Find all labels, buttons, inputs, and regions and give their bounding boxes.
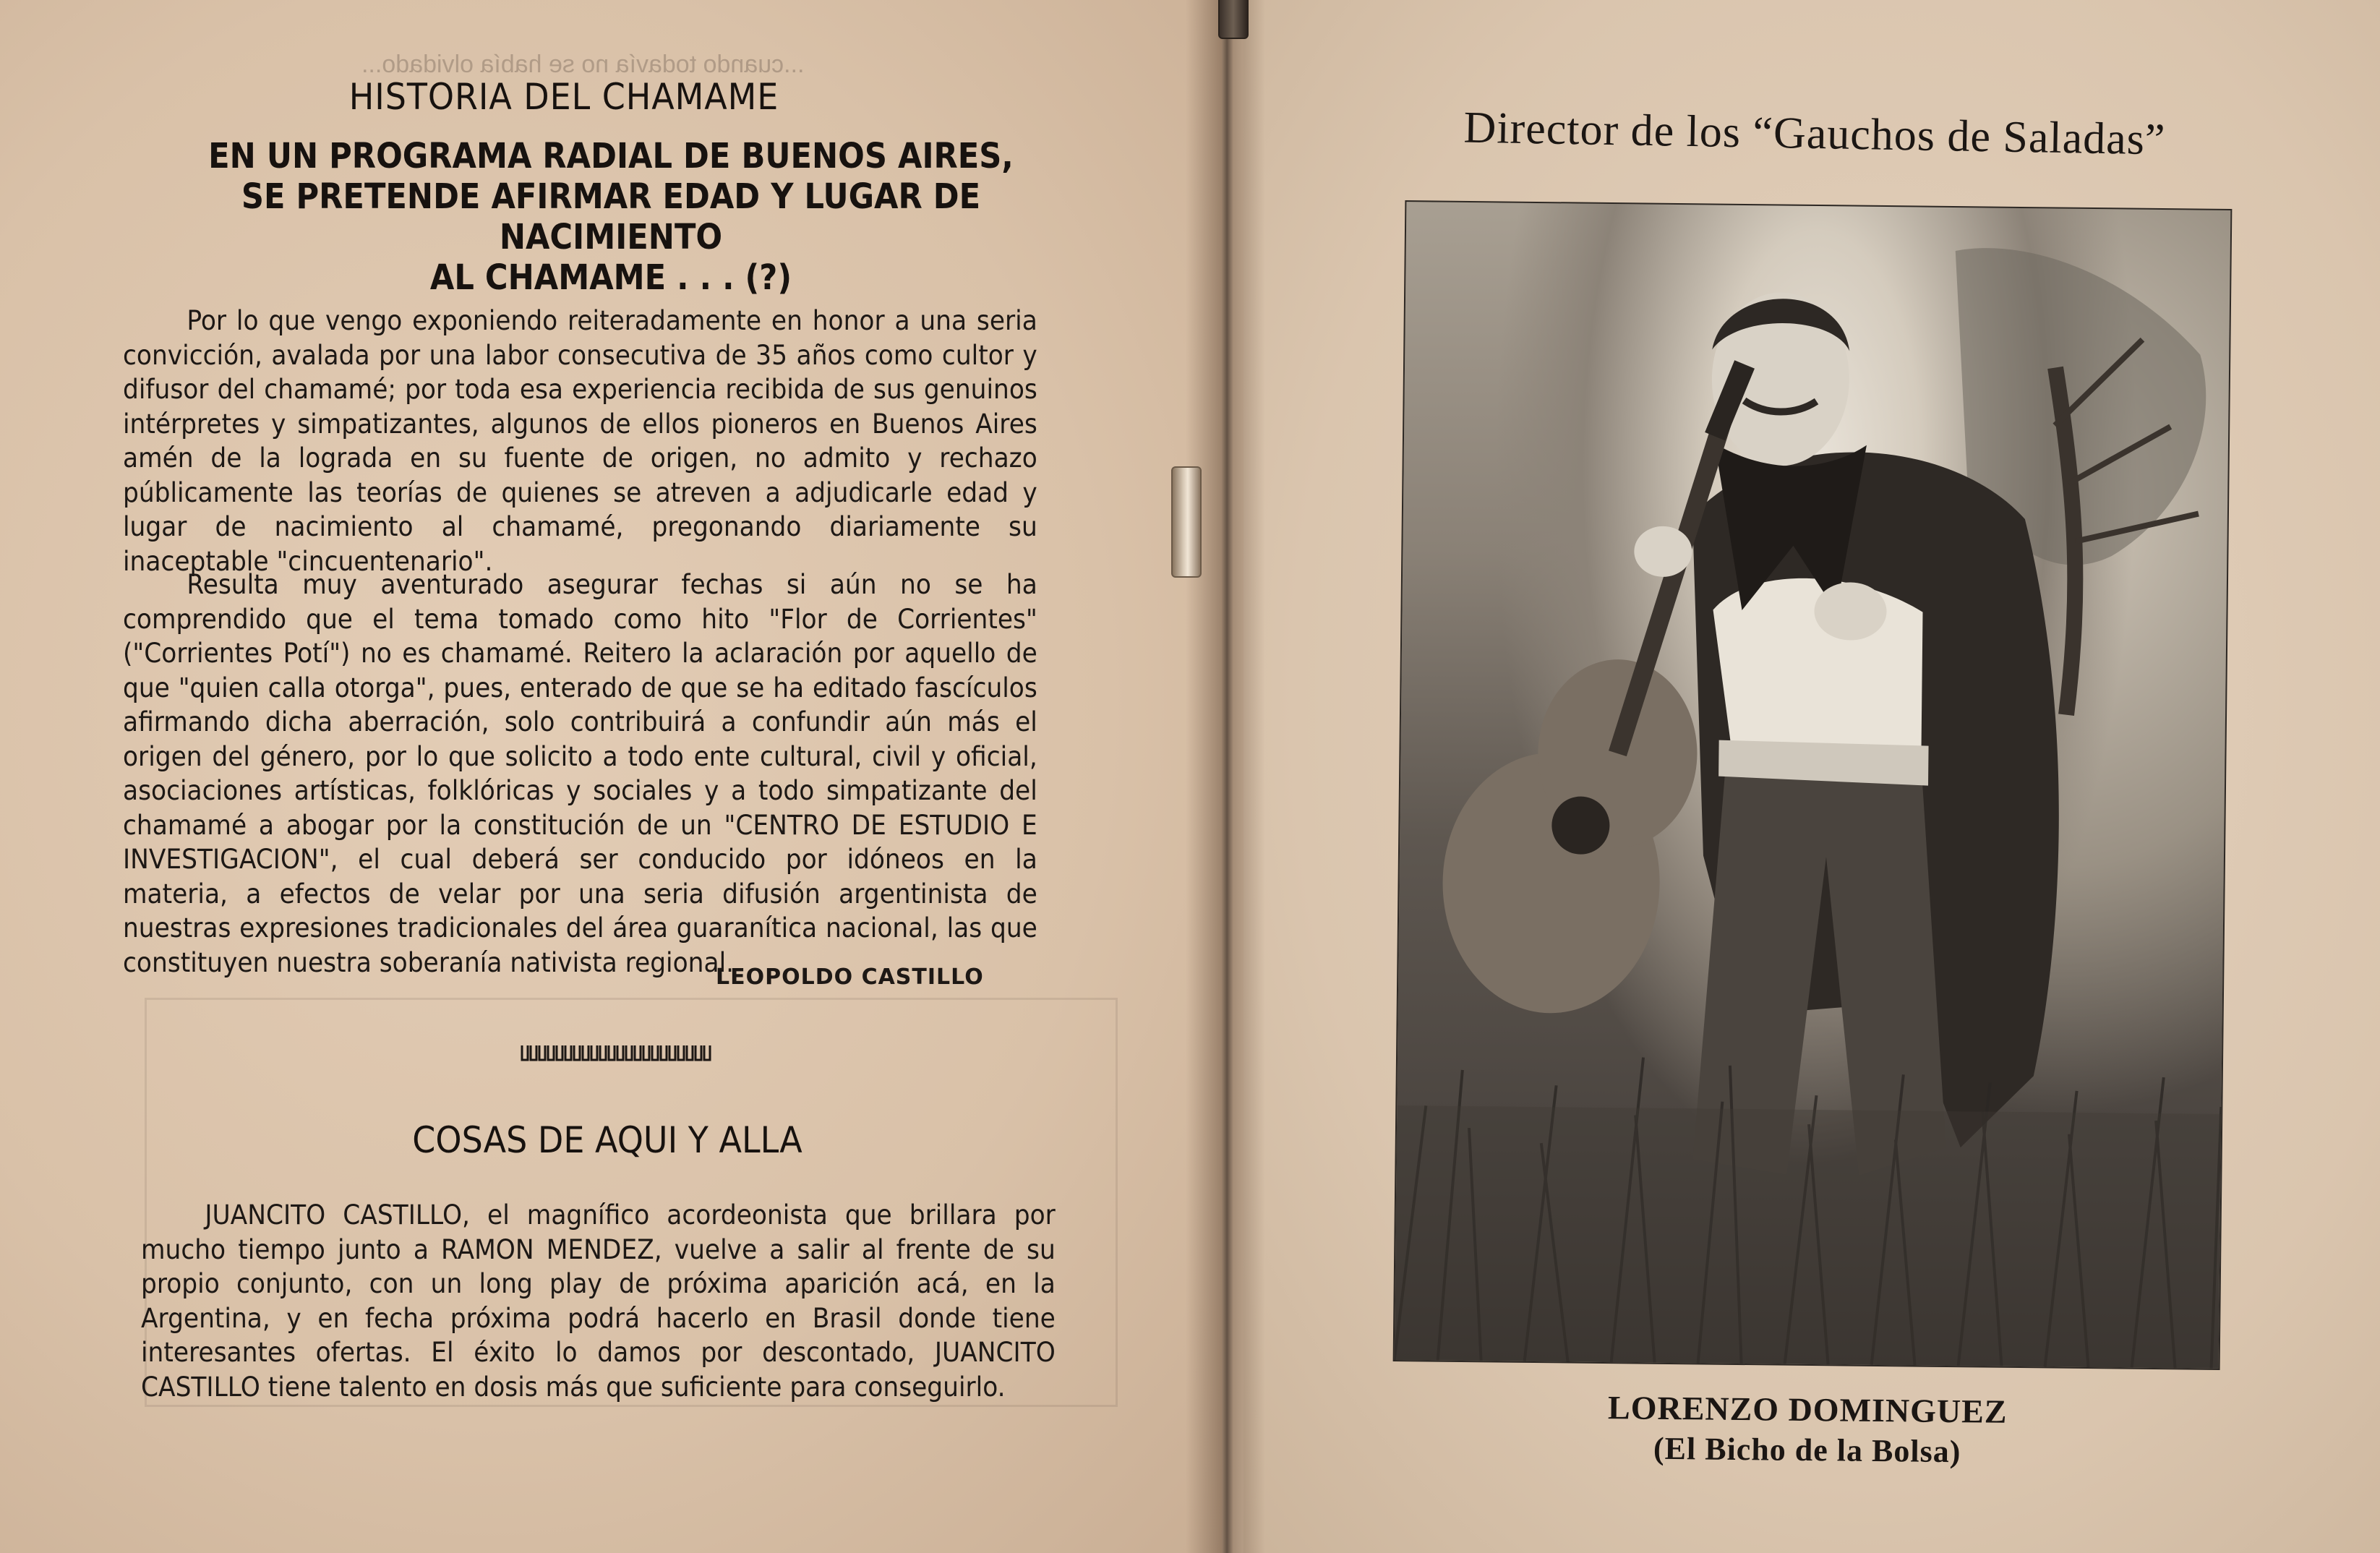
author-signature: LEOPOLDO CASTILLO <box>716 964 984 990</box>
headline <box>166 136 1057 298</box>
staple-top <box>1218 0 1249 39</box>
paragraph-text: JUANCITO CASTILLO, el magnífico acordeonista que brillara por mucho tiempo junto a RAMON MENDEZ, vuelve a salir al frente de su propio conjunto, con un long play de próxima aparición acá, en la Argentina, y en fecha próxima podrá hacerlo en Brasil donde tiene interesantes ofertas. El éxito lo damos por descontado, JUANCITO CASTILLO tiene talento en dosis más que suficiente para conseguirlo. <box>141 1199 1056 1403</box>
decorative-divider <box>521 1040 716 1064</box>
binding-gutter <box>1186 0 1265 1553</box>
paragraph-text: Resulta muy aventurado asegurar fechas si aún no se ha comprendido que el tema tomado como hito "Flor de Corrientes" ("Corrientes Potí") no es chamamé. Reitero la aclaración por aquello de que "quien calla otorga", pues, enterado de que se ha editado fascículos afirmando dicha aberración, solo contribuirá a confundir aún más el origen del género, por lo que solicito a todo ente cultural, civil y oficial, asociaciones artísticas, folklóricas y sociales y a todo simpatizante del chamamé a abogar por la constitución de un "CENTRO DE ESTUDIO E INVESTIGACION", el cual deberá ser conducido por idóneos en la materia, a efectos de velar por una seria difusión argentinista de nuestras expresiones tradicionales del área guaranítica nacional, las que constituyen nuestra soberanía nativista regional. <box>123 569 1037 978</box>
headline-line: AL CHAMAME . . . (?) <box>429 257 792 298</box>
caption-nickname: (El Bicho de la Bolsa) <box>1653 1430 1961 1470</box>
article-paragraph-1 <box>123 304 1037 578</box>
staple-middle <box>1171 466 1202 578</box>
paragraph-text: Por lo que vengo exponiendo reiteradamente en honor a una seria convicción, avalada por una labor consecutiva de 35 años como cultor y difusor del chamamé; por toda esa experiencia recibida de sus genuinos intérpretes y simpatizantes, algunos de ellos pioneros en Buenos Aires amén de la lograda en su fuente de origen, no admito y rechazo públicamente las teorías de quienes se atreven a adjudicarle edad y lugar de nacimiento al chamamé, pregonando diariamente su inaceptable "cincuentenario". <box>123 305 1037 577</box>
headline-line: EN UN PROGRAMA RADIAL DE BUENOS AIRES, <box>208 136 1014 176</box>
bleed-through-text: ...cuando todavía no se había olvidado... <box>361 51 805 78</box>
portrait-photo <box>1393 200 2233 1370</box>
photo-caption <box>1546 1387 2068 1473</box>
article-paragraph-2 <box>123 568 1037 980</box>
guitarist-photo-illustration <box>1395 202 2231 1369</box>
caption-name: LORENZO DOMINGUEZ <box>1607 1389 2008 1430</box>
article-paragraph-3 <box>141 1198 1056 1404</box>
section-title: HISTORIA DEL CHAMAME <box>348 76 779 118</box>
section-2-title: COSAS DE AQUI Y ALLA <box>412 1119 802 1161</box>
photo-header: Director de los “Gauchos de Saladas” <box>1463 103 2166 165</box>
headline-line: SE PRETENDE AFIRMAR EDAD Y LUGAR DE NACIMIENTO <box>241 176 981 257</box>
